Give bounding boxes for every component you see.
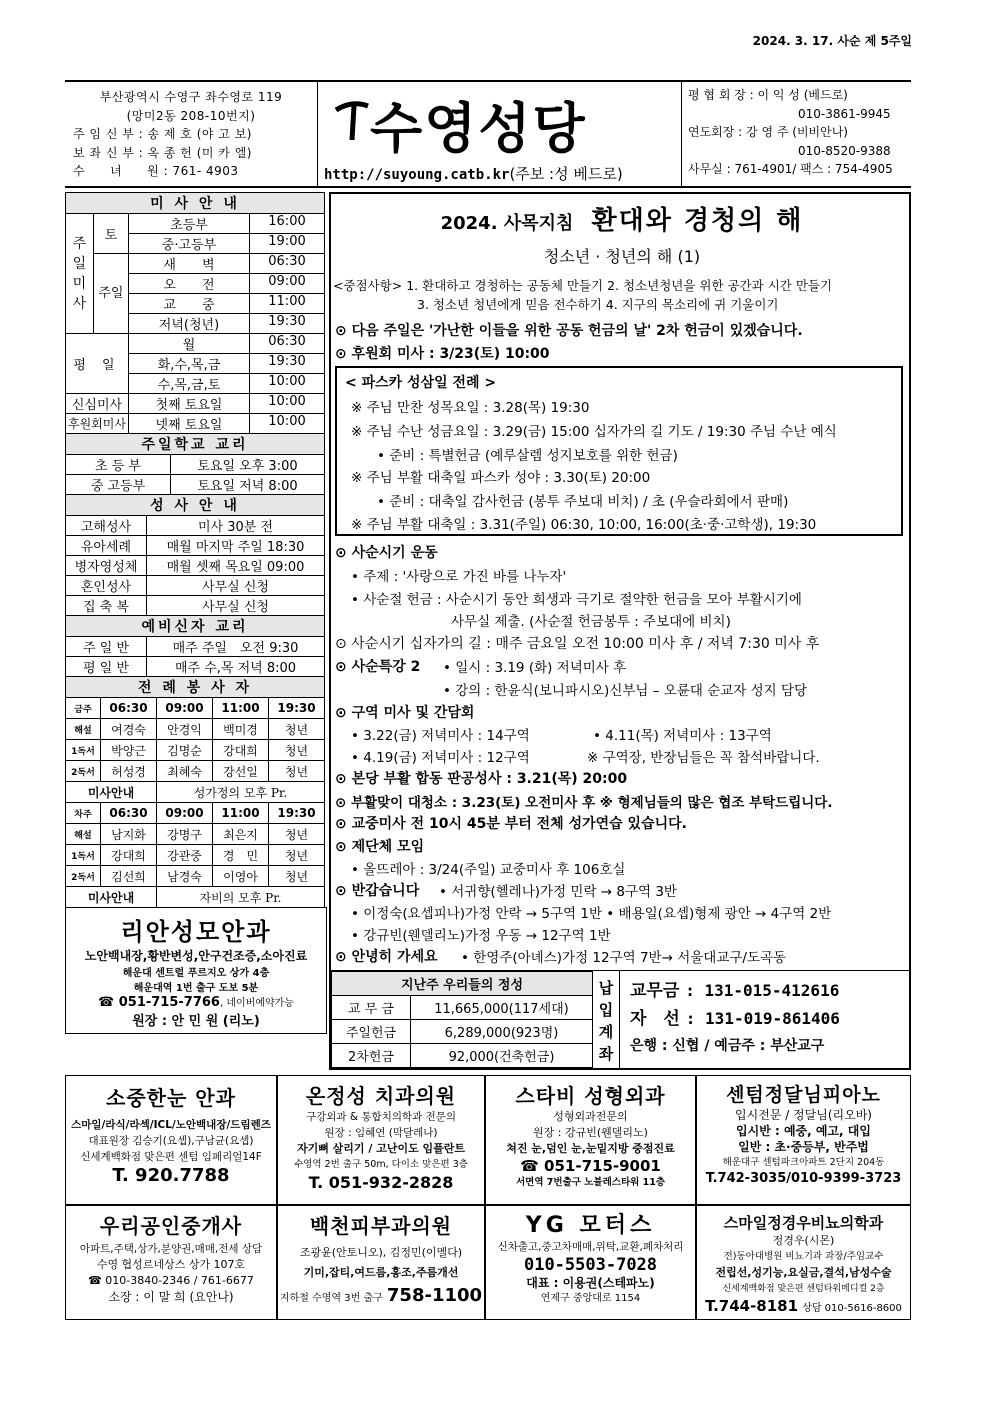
mass-name: 저녁(청년) (129, 314, 250, 333)
server: 강명구 (157, 824, 213, 845)
triduum-item: ※ 주님 만찬 성목요일 : 3.28(목) 19:30 (351, 400, 590, 416)
ad-line: 지하철 수영역 3번 출구 (279, 1293, 383, 1304)
ad-baekcheon-dermatology[interactable] (277, 1205, 485, 1320)
council-phone: 010-3861-9945 (798, 106, 891, 121)
notice-detail: • 일시 : 3.19 (화) 저녁미사 후 (443, 660, 627, 676)
servers-table (65, 676, 325, 908)
ad-line: 원장 : 임혜연 (막달레나) (324, 1127, 438, 1139)
section-title: 미 사 안 내 (66, 193, 325, 214)
ad-director: 원장 : 안 민 원 (리노) (132, 1014, 260, 1029)
server: 안경익 (157, 719, 213, 740)
table-row (66, 845, 325, 866)
row-value: 사무실 신청 (147, 576, 325, 596)
ad-phone: ☎ 051-715-9001 (520, 1157, 661, 1175)
mass-time: 19:00 (268, 234, 306, 249)
mass-name: 월 (129, 334, 250, 353)
week-label: 금주 (66, 698, 101, 719)
ad-real-estate[interactable] (65, 1205, 277, 1320)
row-value: 매주 수,목 저녁 8:00 (147, 657, 325, 677)
choir-label: 미사안내 (66, 887, 157, 908)
notice-district-mass: ⊙ 구역 미사 및 간담회 (335, 705, 475, 721)
assistant-line: 보 좌 신 부 : 옥 종 헌 (미 카 엘) (73, 145, 252, 160)
ad-phone: T.742-3035/010-9399-3723 (705, 1171, 902, 1186)
weekday-label: 평 일 (66, 334, 129, 394)
section-title: 전 례 봉 사 자 (66, 677, 325, 698)
ad-line: 소장 : 이 말 희 (요안나) (108, 1290, 234, 1304)
notice-detail: ※ 구역장, 반장님들은 꼭 참석바랍니다. (587, 750, 820, 766)
collection-value: 6,289,000(923명) (411, 1020, 593, 1044)
parish-address (65, 82, 318, 186)
server: 허성경 (101, 761, 157, 782)
mass-name: 오 전 (129, 274, 250, 293)
role: 해설 (66, 719, 101, 740)
role: 1독서 (66, 740, 101, 761)
triduum-note: • 준비 : 특별헌금 (예루살렘 성지보호를 위한 헌금) (377, 448, 678, 464)
mass-name: 교 중 (129, 294, 250, 313)
table-row (332, 996, 593, 1020)
row-label: 혼인성사 (66, 576, 147, 596)
mass-time: 06:30 (268, 254, 306, 269)
union-phone: 010-8520-9388 (798, 143, 891, 158)
server: 이영아 (213, 866, 269, 887)
notice-detail: 사무실 제출. (사순절 헌금봉투 : 주보대에 비치) (451, 614, 731, 630)
server: 강대희 (101, 845, 157, 866)
council-president: 평 협 회 장 : 이 익 성 (베드로) (688, 88, 848, 102)
ad-title: 스타비 성형외과 (515, 1084, 666, 1108)
ad-line: 자기뼈 살리기 / 고난이도 임플란트 (296, 1142, 466, 1155)
mass-time: 09:00 (268, 274, 306, 289)
ad-title: 우리공인중개사 (99, 1214, 243, 1238)
ad-title: 리안성모안과 (120, 918, 272, 946)
server: 남경숙 (157, 866, 213, 887)
ad-phone: T. 051-932-2828 (308, 1173, 454, 1192)
notice-detail: • 사순절 헌금 : 사순시기 동안 희생과 극기로 절약한 헌금을 모아 부활시기에 (351, 592, 802, 608)
ad-line: 쳐진 눈,덤인 눈,눈밑지방 중점진료 (506, 1142, 675, 1155)
focus-point: 3. 청소년 청년에게 믿음 전수하기 4. 지구의 목소리에 귀 기울이기 (417, 297, 779, 312)
convent-line: 수 녀 원 : 761- 4903 (73, 164, 239, 178)
sunday-school-table (65, 433, 325, 495)
choir-name: 성가정의 모후 Pr. (157, 782, 325, 803)
notice-detail: • 3.22(금) 저녁미사 : 14구역 (351, 728, 530, 744)
row-label: 평 일 반 (66, 657, 147, 677)
time-head: 09:00 (157, 698, 213, 719)
ad-line: 신차출고,중고차매매,위탁,교환,폐차처리 (497, 1241, 684, 1253)
ad-title: 백천피부과의원 (309, 1214, 453, 1238)
row-value: 매주 주일 오전 9:30 (147, 637, 325, 657)
row-value: 토요일 저녁 8:00 (171, 475, 325, 495)
account-label: 교무금 (630, 981, 680, 1001)
ad-line: 정경우(시몬) (772, 1234, 835, 1247)
server: 강대희 (213, 740, 269, 761)
row-value: 토요일 오후 3:00 (171, 455, 325, 475)
row-label: 집 축 복 (66, 596, 147, 616)
role: 2독서 (66, 761, 101, 782)
role: 1독서 (66, 845, 101, 866)
triduum-note: • 준비 : 대축일 감사헌금 (봉투 주보대 비치) / 초 (우슬라회에서 판매) (377, 494, 789, 510)
masthead (65, 80, 911, 188)
row-value: 매월 마지막 주일 18:30 (147, 536, 325, 556)
left-column (65, 192, 325, 1034)
row-label: 병자영성체 (66, 556, 147, 576)
mass-time: 10:00 (268, 374, 306, 389)
notice-detail: • 한영주(아녜스)가정 12구역 7반→ 서울대교구/도곡동 (461, 950, 787, 966)
logo-text: 수영성당 (370, 97, 587, 160)
contacts (681, 82, 911, 186)
notice-choir-practice: ⊙ 교중미사 전 10시 45분 부터 전체 성가연습 있습니다. (335, 816, 687, 832)
collection-title: 지난주 우리들의 정성 (332, 972, 593, 996)
ad-title: 소중한눈 안과 (106, 1086, 236, 1110)
ad-lian-eye-clinic[interactable] (65, 907, 327, 1034)
pastoral-theme (331, 200, 913, 237)
ad-centum-piano[interactable] (696, 1075, 911, 1205)
ad-line: 구강외과 & 통합치의학과 전문의 (305, 1111, 457, 1123)
notice-penance: ⊙ 본당 부활 합동 판공성사 : 3.21(목) 20:00 (335, 771, 628, 787)
row-label: 고해성사 (66, 516, 147, 536)
ad-line: 대표원장 김승기(요셉),구남균(요셉) (88, 1135, 254, 1147)
ad-line: 기미,잡티,여드름,홍조,주름개선 (303, 1266, 459, 1279)
ad-location: 해운대 센트럴 푸르지오 상가 4층 (122, 968, 270, 979)
issue-date: 2024. 3. 17. 사순 제 5주일 (752, 34, 912, 48)
account-label: 자 선 (630, 1009, 680, 1029)
catechumen-table (65, 615, 325, 677)
notice-support-mass: ⊙ 후원회 미사 : 3/23(토) 10:00 (335, 346, 550, 362)
server: 김명순 (157, 740, 213, 761)
ad-line: 수영 협성르네상스 상가 107호 (96, 1258, 246, 1271)
sunday-mass-label: 주일미사 (66, 214, 94, 334)
address-line: 부산광역시 수영구 좌수영로 119 (99, 90, 283, 104)
collection-value: 11,665,000(117세대) (411, 996, 593, 1020)
row-value: 미사 30분 전 (147, 516, 325, 536)
row-value: 사무실 신청 (147, 596, 325, 616)
ad-line: ☎ 010-3840-2346 / 761-6677 (88, 1274, 254, 1287)
notice-groups: ⊙ 제단체 모임 (335, 839, 425, 855)
extra-mass-label: 신심미사 (66, 394, 129, 414)
notice-stations-of-cross: ⊙ 사순시기 십자가의 길 : 매주 금요일 오전 10:00 미사 후 / 저녁 7:30 미사 후 (335, 636, 820, 652)
bank-accounts (619, 970, 909, 1068)
notice-lent-lecture: ⊙ 사순특강 2 (335, 659, 421, 675)
server: 최은지 (213, 824, 269, 845)
collection-label: 교 무 금 (332, 996, 411, 1020)
time-head: 09:00 (157, 803, 213, 824)
section-title: 성 사 안 내 (66, 495, 325, 516)
time-head: 06:30 (101, 803, 157, 824)
server: 청년 (269, 845, 325, 866)
server: 남지화 (101, 824, 157, 845)
ad-smile-urology[interactable] (696, 1205, 911, 1320)
focus-point: 1. 환대하고 경청하는 공동체 만들기 2. 청소년청년을 위한 공간과 시간 만들기 (406, 278, 833, 293)
notice-farewell: ⊙ 안녕히 가세요 (335, 949, 438, 965)
notice-welcome: ⊙ 반갑습니다 (335, 883, 420, 899)
role: 해설 (66, 824, 101, 845)
ad-title: 센텀정달님피아노 (726, 1084, 881, 1106)
collection-label: 주일헌금 (332, 1020, 411, 1044)
mass-name: 중·고등부 (129, 234, 250, 253)
ad-line: 성형외과전문의 (553, 1110, 628, 1123)
row-value: 매월 셋째 목요일 09:00 (147, 556, 325, 576)
server: 백미경 (213, 719, 269, 740)
week-label: 차주 (66, 803, 101, 824)
ad-location: 해운대역 1번 출구 도보 5분 (133, 983, 259, 994)
ad-line: 입시반 : 예중, 예고, 대입 (736, 1124, 871, 1138)
time-head: 06:30 (101, 698, 157, 719)
time-head: 11:00 (213, 698, 269, 719)
collection-table (331, 970, 593, 1068)
mass-name: 초등부 (129, 214, 250, 233)
mass-time: 19:30 (268, 354, 306, 369)
table-row (66, 866, 325, 887)
time-head: 19:30 (269, 698, 325, 719)
ad-line: 신세계백화점 맞은편 센텀타워메디컬 2층 (722, 1284, 885, 1294)
ad-line: 원장 : 강규빈(웬델리노) (533, 1126, 648, 1139)
ad-line: 신세계백화점 맞은편 센텀 임페리얼14F (80, 1151, 262, 1163)
extra-mass-label: 후원회미사 (66, 414, 129, 434)
row-label: 유아세례 (66, 536, 147, 556)
triduum-item: ※ 주님 부활 대축일 : 3.31(주일) 06:30, 10:00, 16:00(초·중·고학생), 19:30 (351, 517, 817, 533)
parish-logo (318, 82, 681, 186)
website-link[interactable]: http://suyoung.catb.kr (324, 167, 510, 183)
server: 청년 (269, 761, 325, 782)
row-label: 중 고등부 (66, 475, 171, 495)
ad-phone: T.744-8181 (705, 1297, 799, 1315)
mass-name: 수,목,금,토 (129, 374, 250, 393)
ad-line: 아파트,주택,상가,분양권,매매,전세 상담 (79, 1243, 263, 1255)
ad-phone: T. 920.7788 (112, 1165, 230, 1186)
notice-cleaning: ⊙ 부활맞이 대청소 : 3.23(토) 오전미사 후 ※ 형제님들의 많은 협조 부탁드립니다. (335, 795, 833, 811)
server: 경 민 (213, 845, 269, 866)
server: 박양근 (101, 740, 157, 761)
theme-subtitle: 청소년 · 청년의 해 (1) (543, 247, 701, 266)
mass-time: 16:00 (268, 214, 306, 229)
ad-line: 해운대구 센텀파크아파트 2단지 204동 (722, 1157, 885, 1168)
account-number: : 131-019-861406 (685, 1009, 840, 1028)
notice-lent-movement: ⊙ 사순시기 운동 (335, 545, 438, 561)
ad-phone: ☎ 051-715-7766 (98, 995, 220, 1010)
account-number: : 131-015-412616 (685, 981, 840, 1000)
ad-line: 전립선,성기능,요실금,결석,남성수술 (715, 1266, 892, 1279)
ad-phone-note: , 네이버예약가능 (219, 998, 294, 1009)
triduum-item: ※ 주님 부활 대축일 파스카 성야 : 3.30(토) 20:00 (351, 470, 651, 486)
collection-label: 2차헌금 (332, 1044, 411, 1068)
mass-time: 10:00 (268, 394, 306, 409)
table-row (66, 761, 325, 782)
row-label: 주 일 반 (66, 637, 147, 657)
ad-line: 대표 : 이용권(스테파노) (526, 1276, 655, 1290)
sunday-label: 주일 (93, 254, 128, 334)
ad-phone-2: 상담 010-5616-8600 (802, 1303, 902, 1314)
section-title: 주일학교 교리 (66, 434, 325, 455)
ad-services: 노안백내장,황반변성,안구건조증,소아진료 (84, 949, 308, 963)
role: 2독서 (66, 866, 101, 887)
server: 여경숙 (101, 719, 157, 740)
office-phone: 사무실 : 761-4901/ 팩스 : 754-4905 (688, 162, 893, 176)
saturday-label: 토 (93, 214, 128, 254)
table-row (66, 719, 325, 740)
focus-points (333, 276, 909, 314)
choir-label: 미사안내 (66, 782, 157, 803)
notice-detail: • 4.19(금) 저녁미사 : 12구역 (351, 750, 530, 766)
table-row (66, 824, 325, 845)
theme-year: 2024. 사목지침 (440, 213, 574, 234)
ad-yg-motors[interactable] (485, 1205, 696, 1320)
table-row (66, 740, 325, 761)
row-label: 초 등 부 (66, 455, 171, 475)
ad-line: 연제구 중앙대로 1154 (540, 1293, 641, 1304)
table-row (332, 1020, 593, 1044)
server: 강선일 (213, 761, 269, 782)
main-notices (329, 192, 911, 1070)
notice-detail: • 4.11(목) 저녁미사 : 13구역 (593, 728, 772, 744)
ad-title: 스마일정경우비뇨의학과 (723, 1214, 884, 1232)
mass-name: 넷째 토요일 (129, 414, 250, 433)
box-title: < 파스카 성삼일 전례 > (345, 375, 497, 391)
server: 강관중 (157, 845, 213, 866)
patron-saint: (주보 :성 베드로) (509, 165, 623, 183)
server: 청년 (269, 866, 325, 887)
server: 최혜숙 (157, 761, 213, 782)
ad-line: 입시전문 / 정달님(리오바) (735, 1108, 872, 1122)
ad-line: 조광윤(안토니오), 김정민(이멜다) (299, 1246, 463, 1259)
mass-time: 19:30 (268, 314, 306, 329)
collection-value: 92,000(건축헌금) (411, 1044, 593, 1068)
ad-starbi-plastic-surgery[interactable] (485, 1075, 696, 1205)
notice-second-collection: ⊙ 다음 주일은 '가난한 이들을 위한 공동 헌금의 날' 2차 헌금이 있겠습니다. (335, 323, 803, 339)
bank-info: 은행 : 신협 / 예금주 : 부산교구 (630, 1038, 825, 1054)
ad-phone: 010-5503-7028 (523, 1255, 658, 1275)
address-line: (망미2동 208-10번지) (126, 108, 256, 123)
notice-detail: • 올뜨레아 : 3/24(주일) 교중미사 후 106호실 (351, 862, 626, 878)
server: 청년 (269, 719, 325, 740)
sacrament-table (65, 494, 325, 616)
ad-onjungseong-dental[interactable] (277, 1075, 485, 1205)
notice-detail: • 강의 : 한윤식(보니파시오)신부님 – 오륜대 순교자 성지 담당 (443, 683, 808, 699)
choir-name: 자비의 모후 Pr. (157, 887, 325, 908)
pastor-line: 주 임 신 부 : 송 제 호 (야 고 보) (73, 127, 252, 141)
ad-phone: 758-1100 (386, 1285, 483, 1306)
mass-name: 화,수,목,금 (129, 354, 250, 373)
server: 청년 (269, 824, 325, 845)
notice-detail: • 강규빈(웬델리노)가정 우동 → 12구역 1반 (351, 928, 611, 944)
mass-time: 06:30 (268, 334, 306, 349)
mass-name: 새 벽 (129, 254, 250, 273)
ad-line: 전)동아대병원 비뇨기과 과장/주임교수 (723, 1251, 884, 1262)
mass-time: 10:00 (268, 414, 306, 429)
mass-time: 11:00 (268, 294, 306, 309)
notice-detail: • 주제 : '사랑으로 가진 바를 나누자' (351, 569, 567, 585)
deposit-account-label: 납입계좌 (593, 970, 619, 1068)
time-head: 11:00 (213, 803, 269, 824)
ad-line: 서면역 7번출구 노블레스타워 11층 (515, 1177, 666, 1188)
notice-detail: • 서귀향(헬레나)가정 민락 → 8구역 3반 (439, 884, 677, 900)
triduum-item: ※ 주님 수난 성금요일 : 3.29(금) 15:00 십자가의 길 기도 / 19:30 주님 수난 예식 (351, 424, 837, 440)
mass-name: 첫째 토요일 (129, 394, 250, 413)
server: 김선희 (101, 866, 157, 887)
points-label: <중점사항> (333, 278, 403, 293)
ad-title: YG 모터스 (525, 1213, 656, 1238)
server: 청년 (269, 740, 325, 761)
cross-logo-icon (332, 94, 372, 144)
table-row (332, 1044, 593, 1068)
ad-title: 온정성 치과의원 (305, 1084, 457, 1108)
ad-line: 일반 : 초·중등부, 반주법 (738, 1140, 869, 1154)
paschal-triduum-box (335, 366, 903, 536)
ad-line: 수영역 2번 출구 50m, 다이소 맞은편 3층 (294, 1159, 468, 1170)
ad-sojunghan-eye[interactable] (65, 1075, 277, 1205)
mass-schedule-table (65, 192, 325, 434)
ad-line: 스마일/라식/라섹/ICL/노안백내장/드림렌즈 (71, 1119, 271, 1131)
theme-title: 환대와 경청의 해 (591, 206, 804, 236)
notice-detail: • 이정숙(요셉피나)가정 안락 → 5구역 1반 • 배용일(요셉)형제 광안 → 4구역 2반 (351, 906, 832, 922)
time-head: 19:30 (269, 803, 325, 824)
union-president: 연도회장 : 강 영 주 (비비안나) (688, 125, 848, 139)
section-title: 예비신자 교리 (66, 616, 325, 637)
